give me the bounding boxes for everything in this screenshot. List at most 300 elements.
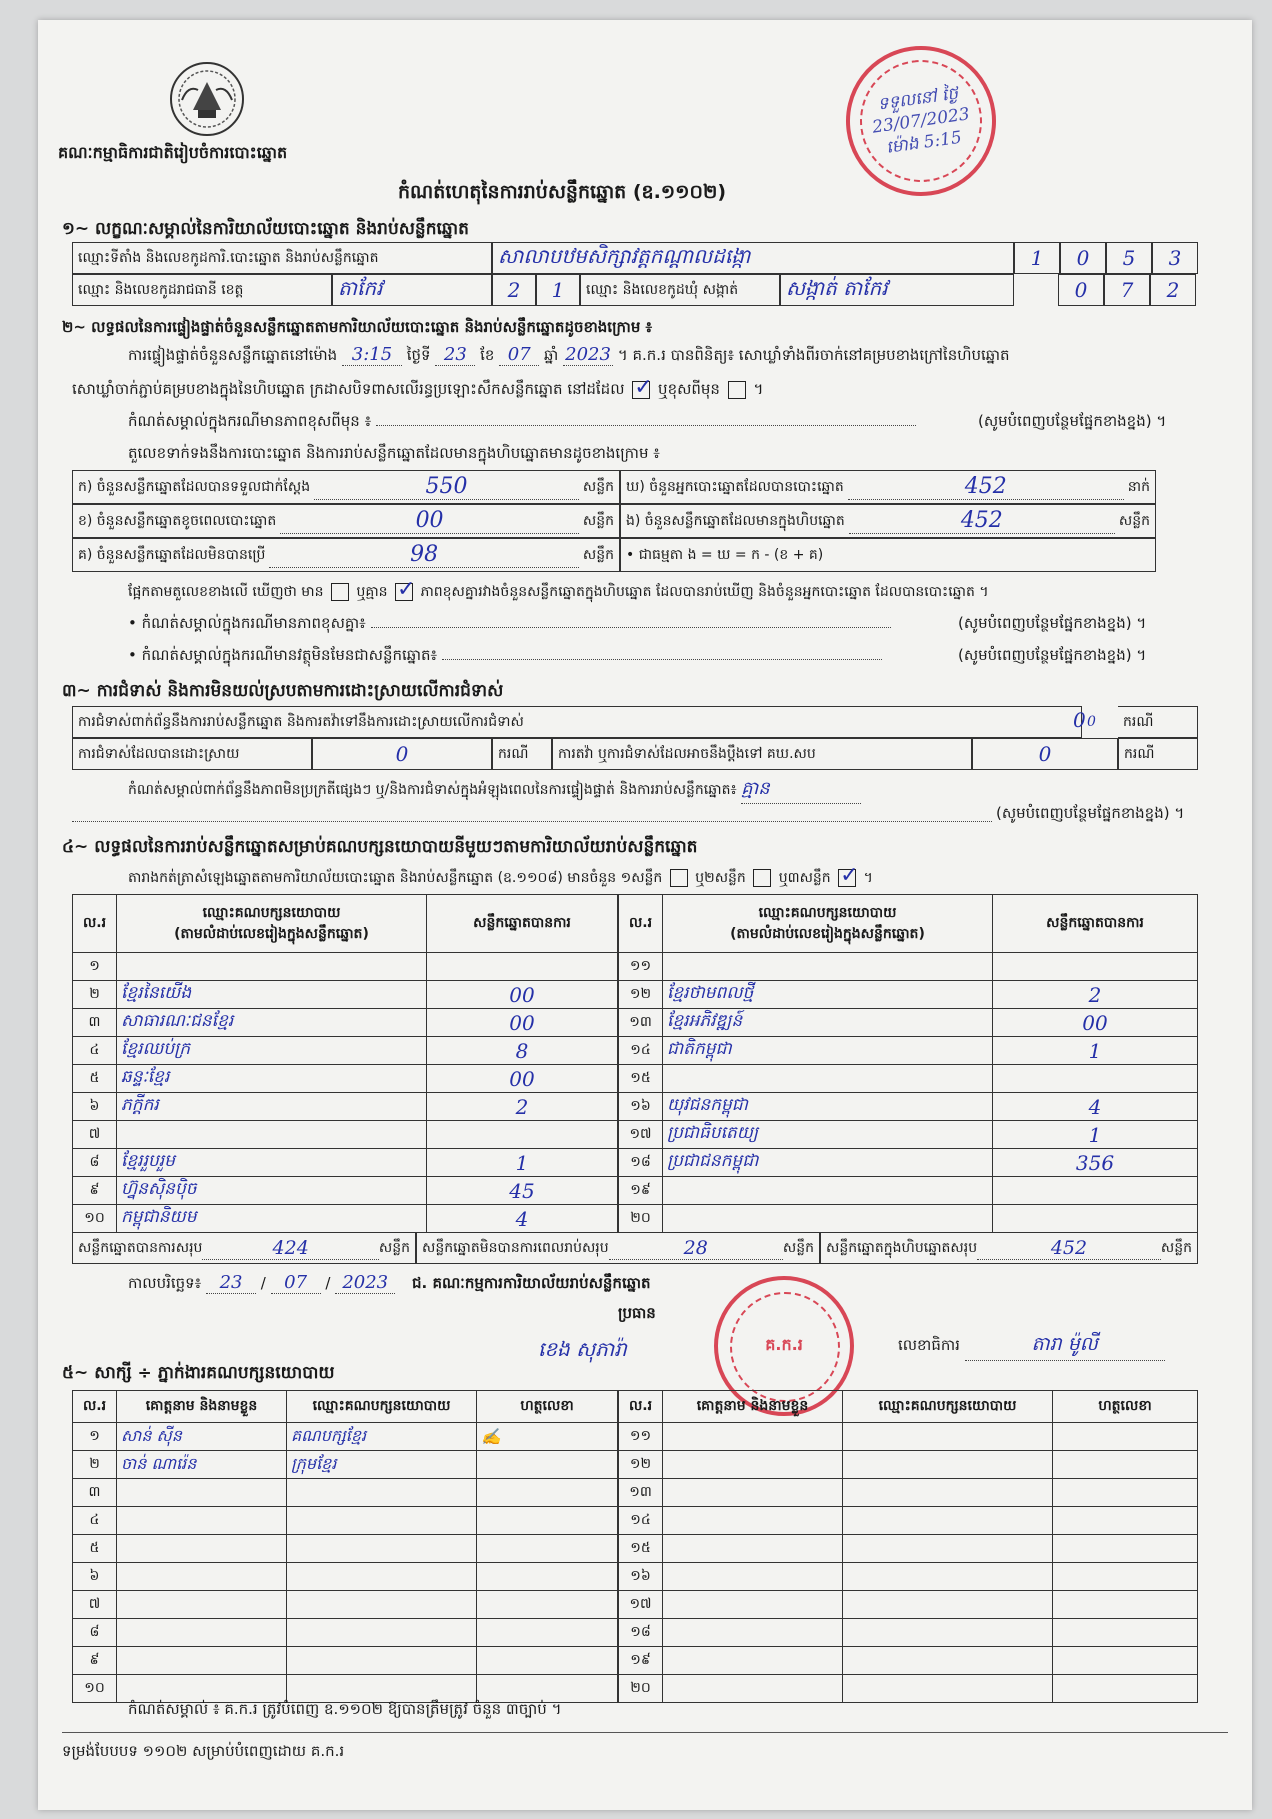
witness-party[interactable] — [287, 1479, 477, 1507]
vote-votes: 8 — [427, 1037, 618, 1065]
witness-sign[interactable] — [477, 1451, 618, 1479]
s3-row2-case2: ករណី — [1118, 738, 1198, 770]
total-invalid-unit: សន្លឹក — [782, 1239, 814, 1256]
vote-row — [73, 1177, 618, 1205]
section-1-heading: ១~ លក្ខណៈសម្គាល់នៃការិយាល័យបោះឆ្នោត និងរាប់សន្លឹកឆ្នោត — [62, 219, 469, 239]
witness-empty-cell[interactable] — [843, 1535, 1053, 1563]
kha-unit: សន្លឹក — [582, 512, 614, 529]
vote-votes — [427, 953, 618, 981]
witness-empty-cell[interactable] — [663, 1591, 843, 1619]
s2-line1 — [128, 344, 1010, 368]
three-sheets-checkbox[interactable] — [838, 869, 856, 887]
vote-party — [663, 953, 993, 981]
total-invalid-value: 28 — [609, 1237, 783, 1260]
witness-empty-cell[interactable] — [843, 1479, 1053, 1507]
date-year: 2023 — [335, 1272, 395, 1294]
vote-no: ១ — [73, 953, 117, 981]
code-digit: 5 — [1106, 242, 1152, 274]
vote-party: ខ្មែរអភិវឌ្ឍន៍ — [663, 1009, 993, 1037]
total-valid-unit: សន្លឹក — [378, 1239, 410, 1256]
s3-row2-label2: ការតវ៉ា ឬការជំទាស់ដែលអាចនឹងប្តឹងទៅ គឃ.សប — [552, 738, 972, 770]
votes-table-right — [618, 894, 1198, 1233]
vote-party — [663, 1205, 993, 1233]
s4-intro-b: ឬ២សន្លឹក — [695, 870, 746, 886]
witness-sign[interactable] — [477, 1507, 618, 1535]
s3-hint: (សូមបំពេញបន្ថែមផ្នែកខាងខ្នង) ។ — [996, 804, 1185, 822]
witness-sign[interactable] — [477, 1535, 618, 1563]
vote-no: ៤ — [73, 1037, 117, 1065]
witness-row — [619, 1451, 1198, 1479]
vote-no: ១៦ — [619, 1093, 663, 1121]
witness-sign[interactable] — [477, 1591, 618, 1619]
bullet2-line[interactable] — [442, 659, 882, 660]
witness-empty-cell[interactable] — [843, 1423, 1053, 1451]
page-title: កំណត់ហេតុនៃការរាប់សន្លឹកឆ្នោត (ឧ.១១០២) — [398, 181, 727, 203]
witness-no: ១៩ — [619, 1647, 663, 1675]
count-year: 2023 — [563, 344, 613, 366]
s1-row2-value2: សង្កាត់ តាកែវ — [780, 274, 1014, 306]
witness-row — [619, 1675, 1198, 1703]
vote-row — [619, 1009, 1198, 1037]
witness-row — [73, 1647, 618, 1675]
w-col-no: ល.រ — [73, 1391, 117, 1423]
witness-party[interactable] — [287, 1591, 477, 1619]
witness-empty-cell[interactable] — [843, 1647, 1053, 1675]
vote-no: ១៧ — [619, 1121, 663, 1149]
vote-no: ៧ — [73, 1121, 117, 1149]
s3-row2-case: ករណី — [492, 738, 552, 770]
vote-row — [619, 1037, 1198, 1065]
vote-party: ខ្មែរនៃយើង — [117, 981, 427, 1009]
count-month: 07 — [499, 344, 539, 366]
s2-bullet2 — [128, 646, 882, 668]
witness-name[interactable]: ចាន់ ណារ៉េន — [117, 1451, 287, 1479]
section-3-heading: ៣~ ការជំទាស់ និងការមិនយល់ស្របតាមការដោះស្រាយលើការជំទាស់ — [62, 681, 504, 701]
vote-no: ១៩ — [619, 1177, 663, 1205]
w-col-name-right: គោត្តនាម និងនាមខ្លួន — [663, 1391, 843, 1423]
w-col-sign: ហត្ថលេខា — [477, 1391, 618, 1423]
witness-name[interactable] — [117, 1479, 287, 1507]
witness-row — [73, 1563, 618, 1591]
witness-empty-cell[interactable] — [843, 1451, 1053, 1479]
two-sheets-checkbox[interactable] — [753, 869, 771, 887]
vote-party — [117, 1121, 427, 1149]
col-no: ល.រ — [73, 895, 117, 953]
total-invalid — [416, 1232, 820, 1264]
received-stamp — [836, 36, 1005, 205]
s3-row2-label: ការជំទាស់ដែលបានដោះស្រាយ — [72, 738, 312, 770]
witness-row — [73, 1619, 618, 1647]
witness-sign[interactable] — [477, 1675, 618, 1703]
ngo-unit: សន្លឹក — [1118, 512, 1150, 529]
s3-note-label: កំណត់សម្គាល់ពាក់ព័ន្ធនឹងភាពមិនប្រក្រតីផ្សេងៗ ឬ/និងការជំទាស់ក្នុងអំឡុងពេលនៃការផ្ទៀងផ្ទាត់ និងការរាប់សន្លឹកឆ្នោត៖ — [128, 782, 737, 798]
section-5-heading: ៥~ សាក្សី ÷ ភ្នាក់ងារគណបក្សនយោបាយ — [62, 1363, 335, 1383]
vote-votes — [993, 1065, 1198, 1093]
vote-party: ឆន្ទៈខ្មែរ — [117, 1065, 427, 1093]
vote-votes: 1 — [427, 1149, 618, 1177]
total-box-value: 452 — [977, 1237, 1161, 1260]
s2-line2-or: ឬខុសពីមុន — [658, 380, 720, 398]
vote-row — [619, 953, 1198, 981]
col-votes: សន្លឹកឆ្នោតបានការ — [427, 895, 618, 953]
vote-votes: 00 — [427, 981, 618, 1009]
code-digit: 2 — [492, 274, 536, 306]
witness-empty-cell[interactable] — [663, 1619, 843, 1647]
chair-label: ប្រធាន — [618, 1304, 656, 1322]
witness-row — [73, 1591, 618, 1619]
vote-votes — [993, 953, 1198, 981]
witness-name[interactable] — [117, 1591, 287, 1619]
witness-empty-cell[interactable] — [1053, 1451, 1198, 1479]
committee-stamp-text: គ.ក.រ — [765, 1335, 803, 1354]
witness-row — [619, 1563, 1198, 1591]
s1-row1-value: សាលាបឋមសិក្សាវត្តកណ្តាលដង្កោ — [492, 242, 1014, 274]
witness-row — [619, 1591, 1198, 1619]
vote-row — [73, 1009, 618, 1037]
witness-empty-cell[interactable] — [843, 1507, 1053, 1535]
col-party-sub: (តាមលំដាប់លេខរៀងក្នុងសន្លឹកឆ្នោត) — [174, 925, 369, 942]
vote-no: ៦ — [73, 1093, 117, 1121]
witness-sign[interactable] — [477, 1647, 618, 1675]
col-no-right: ល.រ — [619, 895, 663, 953]
witness-row — [73, 1507, 618, 1535]
vote-no: ១០ — [73, 1205, 117, 1233]
date-label: កាលបរិច្ឆេទ៖ — [128, 1274, 202, 1292]
ko-unit: សន្លឹក — [582, 546, 614, 563]
no-difference-checkbox[interactable] — [395, 583, 413, 601]
witness-empty-cell[interactable] — [663, 1423, 843, 1451]
s3-note-line2[interactable] — [72, 808, 992, 822]
witness-party[interactable] — [287, 1563, 477, 1591]
witness-name[interactable] — [117, 1647, 287, 1675]
vote-party: ប្រជាជនកម្ពុជា — [663, 1149, 993, 1177]
witness-row — [73, 1479, 618, 1507]
total-valid — [72, 1232, 416, 1264]
witness-row — [619, 1535, 1198, 1563]
ngo-label: ង) ចំនួនសន្លឹកឆ្នោតដែលមានក្នុងហិបឆ្នោត — [626, 512, 845, 529]
witness-row — [619, 1619, 1198, 1647]
vote-no: ១៨ — [619, 1149, 663, 1177]
count-day: 23 — [435, 344, 475, 366]
vote-row — [73, 1205, 618, 1233]
vote-row — [73, 1121, 618, 1149]
vote-row — [619, 1205, 1198, 1233]
total-box-unit: សន្លឹក — [1160, 1239, 1192, 1256]
total-box-label: សន្លឹកឆ្នោតក្នុងហិបឆ្នោតសរុប — [826, 1239, 978, 1256]
vote-party: ជាតិកម្ពុជា — [663, 1037, 993, 1065]
gho-label: ឃ) ចំនួនអ្នកបោះឆ្នោតដែលបានបោះឆ្នោត — [626, 478, 844, 495]
vote-votes — [427, 1121, 618, 1149]
witness-sign[interactable] — [477, 1479, 618, 1507]
s3-row1-value-text: 0 — [1073, 708, 1086, 732]
s2-note-label: កំណត់សម្គាល់ក្នុងករណីមានភាពខុសពីមុន ៖ — [128, 412, 372, 430]
w-col-party: ឈ្មោះគណបក្សនយោបាយ — [287, 1391, 477, 1423]
vote-row — [73, 953, 618, 981]
code-digit: 0 — [1060, 242, 1106, 274]
s4-committee: ជ. គណៈកម្មការការិយាល័យរាប់សន្លឹកឆ្នោត — [412, 1274, 651, 1292]
s2-note-hint: (សូមបំពេញបន្ថែមផ្នែកខាងខ្នង) ។ — [978, 412, 1167, 430]
witness-no: ៨ — [73, 1619, 117, 1647]
bullet2-label: • កំណត់សម្គាល់ក្នុងករណីមានវត្ថុមិនមែនជាសន្លឹកឆ្នោត៖ — [128, 646, 438, 664]
witness-empty-cell[interactable] — [1053, 1675, 1198, 1703]
diff-b: ឬគ្មាន — [356, 584, 388, 600]
witness-name[interactable] — [117, 1507, 287, 1535]
vote-votes: 2 — [427, 1093, 618, 1121]
vote-party: ខ្មែរឈប់ក្រ — [117, 1037, 427, 1065]
witness-no: ៧ — [73, 1591, 117, 1619]
witness-empty-cell[interactable] — [663, 1451, 843, 1479]
s3-row1-value: 0 — [1087, 714, 1096, 730]
ka-value: 550 — [314, 474, 579, 500]
s2-line2: សោឃ្លាំចាក់ភ្ជាប់គម្របខាងក្នុងនៃហិបឆ្នោត ក្រដាសបិទពាសលើរន្ធប្រឡោះសឹកសន្លឹកឆ្នោត នៅដដែល ✓ ឬខុសពីមុន ។ — [72, 380, 763, 402]
gho-unit: នាក់ — [1127, 478, 1150, 495]
witness-party[interactable]: គណបក្សខ្មែរ — [287, 1423, 477, 1451]
s2-line1-a: ការផ្ទៀងផ្ទាត់ចំនួនសន្លឹកឆ្នោតនៅម៉ោង — [128, 346, 338, 364]
ka-row — [72, 470, 620, 504]
witness-empty-cell[interactable] — [663, 1563, 843, 1591]
ko-row — [72, 538, 620, 572]
vote-votes: 1 — [993, 1037, 1198, 1065]
vote-row — [619, 1093, 1198, 1121]
received-stamp-text: ទទួលនៅ ថ្ងៃ 23/07/2023 ម៉ោង 5:15 — [871, 83, 971, 158]
s1-row2-label: ឈ្មោះ និងលេខកូដរាជធានី ខេត្ត — [72, 274, 332, 306]
s2-line1-c: ខែ — [480, 346, 495, 364]
s1-row2-code2 — [1058, 274, 1196, 306]
code-digit: 1 — [536, 274, 580, 306]
witness-no: ១២ — [619, 1451, 663, 1479]
witness-empty-cell[interactable] — [663, 1507, 843, 1535]
code-digit: 0 — [1058, 274, 1104, 306]
witness-no: ២០ — [619, 1675, 663, 1703]
vote-no: ១៤ — [619, 1037, 663, 1065]
witness-empty-cell[interactable] — [1053, 1647, 1198, 1675]
s3-row1-case: ករណី — [1118, 706, 1198, 738]
witness-table-right — [618, 1390, 1198, 1703]
vote-no: ៨ — [73, 1149, 117, 1177]
s2-diff-line — [128, 582, 989, 603]
vote-no: ២០ — [619, 1205, 663, 1233]
witness-no: ១ — [73, 1423, 117, 1451]
witness-name[interactable] — [117, 1675, 287, 1703]
vote-row — [73, 1093, 618, 1121]
section-2-heading: ២~ លទ្ធផលនៃការផ្ទៀងផ្ទាត់ចំនួនសន្លឹកឆ្នោតតាមការិយាល័យបោះឆ្នោត និងរាប់សន្លឹកឆ្នោតដូចខាងក្រោម ៖ — [62, 318, 653, 336]
witness-empty-cell[interactable] — [843, 1591, 1053, 1619]
witness-no: ៦ — [73, 1563, 117, 1591]
witness-no: ១០ — [73, 1675, 117, 1703]
vote-party: កម្ពុជានិយម — [117, 1205, 427, 1233]
count-time: 3:15 — [342, 344, 402, 366]
vote-row — [73, 1065, 618, 1093]
vote-row — [619, 1121, 1198, 1149]
col-party-label: ឈ្មោះគណបក្សនយោបាយ — [202, 904, 341, 921]
witness-table-left — [72, 1390, 618, 1703]
total-valid-label: សន្លឹកឆ្នោតបានការសរុប — [78, 1239, 203, 1256]
witness-name[interactable] — [117, 1535, 287, 1563]
witness-sign[interactable]: ✍ — [477, 1423, 618, 1451]
ko-value: 98 — [269, 542, 579, 568]
col-votes-right: សន្លឹកឆ្នោតបានការ — [993, 895, 1198, 953]
witness-row — [619, 1647, 1198, 1675]
witness-empty-cell[interactable] — [843, 1563, 1053, 1591]
kha-label: ខ) ចំនួនសន្លឹកឆ្នោតខូចពេលបោះឆ្នោត — [78, 512, 277, 529]
witness-no: ១៤ — [619, 1507, 663, 1535]
witness-row — [73, 1675, 618, 1703]
witness-empty-cell[interactable] — [663, 1535, 843, 1563]
w-col-no-right: ល.រ — [619, 1391, 663, 1423]
date-day: 23 — [206, 1272, 256, 1294]
witness-no: ២ — [73, 1451, 117, 1479]
witness-empty-cell[interactable] — [663, 1675, 843, 1703]
s2-line2-text: សោឃ្លាំចាក់ភ្ជាប់គម្របខាងក្នុងនៃហិបឆ្នោត ក្រដាសបិទពាសលើរន្ធប្រឡោះសឹកសន្លឹកឆ្នោត នៅដដែល — [72, 380, 625, 398]
s1-row1-code — [1014, 242, 1198, 274]
witness-empty-cell[interactable] — [843, 1619, 1053, 1647]
footer-form: ទម្រង់បែបបទ ១១០២ សម្រាប់បំពេញដោយ គ.ក.រ — [62, 1742, 345, 1760]
vote-party: ភក្ដីករ — [117, 1093, 427, 1121]
section-4-heading: ៤~ លទ្ធផលនៃការរាប់សន្លឹកឆ្នោតសម្រាប់គណបក្សនយោបាយនីមួយៗតាមការិយាល័យរាប់សន្លឹកឆ្នោត — [62, 837, 698, 857]
w-col-sign-right: ហត្ថលេខា — [1053, 1391, 1198, 1423]
witness-empty-cell[interactable] — [1053, 1507, 1198, 1535]
diff-a: ផ្អែកតាមតួលេខខាងលើ ឃើញថា មាន — [128, 584, 324, 600]
vote-no: ២ — [73, 981, 117, 1009]
s2-note — [128, 412, 916, 434]
witness-empty-cell[interactable] — [663, 1479, 843, 1507]
vote-row — [619, 1149, 1198, 1177]
secretary — [898, 1332, 1165, 1361]
has-difference-checkbox[interactable] — [331, 583, 349, 601]
col-party-label-right: ឈ្មោះគណបក្សនយោបាយ — [758, 904, 897, 921]
witness-empty-cell[interactable] — [843, 1675, 1053, 1703]
footer-divider — [62, 1732, 1228, 1733]
witness-party[interactable] — [287, 1619, 477, 1647]
witness-row — [73, 1423, 618, 1451]
total-box — [820, 1232, 1198, 1264]
s2-bullet1-hint: (សូមបំពេញបន្ថែមផ្នែកខាងខ្នង) ។ — [958, 614, 1147, 632]
witness-name[interactable] — [117, 1563, 287, 1591]
vote-no: ១១ — [619, 953, 663, 981]
vote-row — [619, 1177, 1198, 1205]
vote-votes: 00 — [427, 1009, 618, 1037]
vote-row — [73, 981, 618, 1009]
witness-empty-cell[interactable] — [663, 1647, 843, 1675]
col-party-sub-right: (តាមលំដាប់លេខរៀងក្នុងសន្លឹកឆ្នោត) — [730, 925, 925, 942]
committee-name: គណៈកម្មាធិការជាតិរៀបចំការបោះឆ្នោត — [58, 143, 288, 162]
s1-row1-label: ឈ្មោះទីតាំង និងលេខកូដការិ.បោះឆ្នោត និងរាប់សន្លឹកឆ្នោត — [72, 242, 492, 274]
witness-row — [619, 1479, 1198, 1507]
witness-party[interactable] — [287, 1675, 477, 1703]
s4-intro-a: តារាងកត់ត្រាសំឡេងឆ្នោតតាមការិយាល័យបោះឆ្នោត និងរាប់សន្លឹកឆ្នោត (ឧ.១១០៨) មានចំនួន ១សន្លឹក — [128, 870, 663, 886]
witness-party[interactable] — [287, 1535, 477, 1563]
vote-party: ប្រជាធិបតេយ្យ — [663, 1121, 993, 1149]
witness-party[interactable] — [287, 1647, 477, 1675]
vote-votes: 00 — [993, 1009, 1198, 1037]
vote-no: ៥ — [73, 1065, 117, 1093]
col-party-right — [663, 895, 993, 953]
s4-intro: តារាងកត់ត្រាសំឡេងឆ្នោតតាមការិយាល័យបោះឆ្នោត និងរាប់សន្លឹកឆ្នោត (ឧ.១១០៨) មានចំនួន ១សន្លឹក ឬ២សន្លឹក ឬ៣សន្លឹក ✓ ។ — [128, 868, 873, 889]
s3-row2-value2: 0 — [972, 738, 1118, 770]
witness-sign[interactable] — [477, 1563, 618, 1591]
s2-line1-d: ឆ្នាំ — [543, 346, 559, 364]
s3-row2-value: 0 — [312, 738, 492, 770]
witness-row — [73, 1535, 618, 1563]
witness-no: ១៨ — [619, 1619, 663, 1647]
witness-party[interactable]: ក្រុមខ្មែរ — [287, 1451, 477, 1479]
witness-row — [73, 1451, 618, 1479]
witness-no: ១៣ — [619, 1479, 663, 1507]
same-as-before-checkbox[interactable] — [632, 381, 650, 399]
witness-no: ៣ — [73, 1479, 117, 1507]
s3-row1-label: ការជំទាស់ពាក់ព័ន្ធនឹងការរាប់សន្លឹកឆ្នោត និងការតវ៉ាទៅនឹងការដោះស្រាយលើការជំទាស់ — [72, 706, 1082, 738]
s1-row2-code — [492, 274, 580, 306]
witness-no: ៥ — [73, 1535, 117, 1563]
bullet1-line[interactable] — [371, 627, 891, 628]
vote-party — [663, 1177, 993, 1205]
secretary-signature: តារា ម៉ូលី — [965, 1332, 1165, 1361]
ngo-value: 452 — [849, 508, 1115, 534]
kha-value: 00 — [280, 508, 579, 534]
vote-party: ហ្វ៊ុនស៊ិនប៉ិច — [117, 1177, 427, 1205]
vote-votes: 4 — [993, 1093, 1198, 1121]
code-digit: 1 — [1014, 242, 1060, 274]
col-party — [117, 895, 427, 953]
witness-empty-cell[interactable] — [1053, 1591, 1198, 1619]
vote-votes: 356 — [993, 1149, 1198, 1177]
vote-no: ១៣ — [619, 1009, 663, 1037]
formula-row: • ជាធម្មតា ង = ឃ = ក - (ខ + គ) — [620, 538, 1156, 572]
witness-empty-cell[interactable] — [1053, 1535, 1198, 1563]
s3-note — [128, 776, 861, 804]
s4-date: កាលបរិច្ឆេទ៖ 23 / 07 / 2023 ជ. គណៈកម្មការការិយាល័យរាប់សន្លឹកឆ្នោត — [128, 1272, 651, 1293]
vote-votes: 2 — [993, 981, 1198, 1009]
w-col-name: គោត្តនាម និងនាមខ្លួន — [117, 1391, 287, 1423]
ngo-row — [620, 504, 1156, 538]
ka-label: ក) ចំនួនសន្លឹកឆ្នោតដែលបានទទួលជាក់ស្តែង — [78, 478, 311, 495]
one-sheet-checkbox[interactable] — [670, 869, 688, 887]
s2-line1-e: ។ គ.ក.រ បានពិនិត្យ៖ សោឃ្លាំទាំងពីរចាក់នៅគម្របខាងក្រៅនៃហិបឆ្នោត — [617, 346, 1010, 364]
witness-no: ៤ — [73, 1507, 117, 1535]
vote-party — [663, 1065, 993, 1093]
vote-votes: 45 — [427, 1177, 618, 1205]
s2-bullet1 — [128, 614, 891, 636]
witness-name[interactable]: សាន់ ស៊ីន — [117, 1423, 287, 1451]
witness-no: ១១ — [619, 1423, 663, 1451]
vote-votes — [993, 1177, 1198, 1205]
total-valid-value: 424 — [202, 1237, 378, 1260]
vote-party: ខ្មែររួបរួម — [117, 1149, 427, 1177]
s4-intro-c: ឬ៣សន្លឹក — [778, 870, 831, 886]
s2-bullet2-hint: (សូមបំពេញបន្ថែមផ្នែកខាងខ្នង) ។ — [958, 646, 1147, 664]
witness-empty-cell[interactable] — [1053, 1619, 1198, 1647]
s3-note-value: គ្មាន — [741, 776, 861, 804]
kha-row — [72, 504, 620, 538]
vote-row — [73, 1037, 618, 1065]
s1-row2-value: តាកែវ — [332, 274, 492, 306]
diff-c: ភាពខុសគ្នារវាងចំនួនសន្លឹកឆ្នោតក្នុងហិបឆ្នោត ដែលបានរាប់ឃើញ និងចំនួនអ្នកបោះឆ្នោត ដែលបានបោះឆ្នោត ។ — [420, 584, 989, 600]
witness-empty-cell[interactable] — [1053, 1423, 1198, 1451]
vote-party: យុវជនកម្ពុជា — [663, 1093, 993, 1121]
nec-emblem-icon — [168, 60, 246, 138]
chair-signature: ខេង សុភារ៉ា — [538, 1337, 627, 1361]
s2-note-line[interactable] — [376, 425, 916, 426]
votes-table-left — [72, 894, 618, 1233]
witness-empty-cell[interactable] — [1053, 1479, 1198, 1507]
witness-party[interactable] — [287, 1507, 477, 1535]
witness-name[interactable] — [117, 1619, 287, 1647]
different-checkbox[interactable] — [728, 381, 746, 399]
vote-row — [619, 981, 1198, 1009]
vote-votes: 1 — [993, 1121, 1198, 1149]
witness-sign[interactable] — [477, 1619, 618, 1647]
witness-empty-cell[interactable] — [1053, 1563, 1198, 1591]
